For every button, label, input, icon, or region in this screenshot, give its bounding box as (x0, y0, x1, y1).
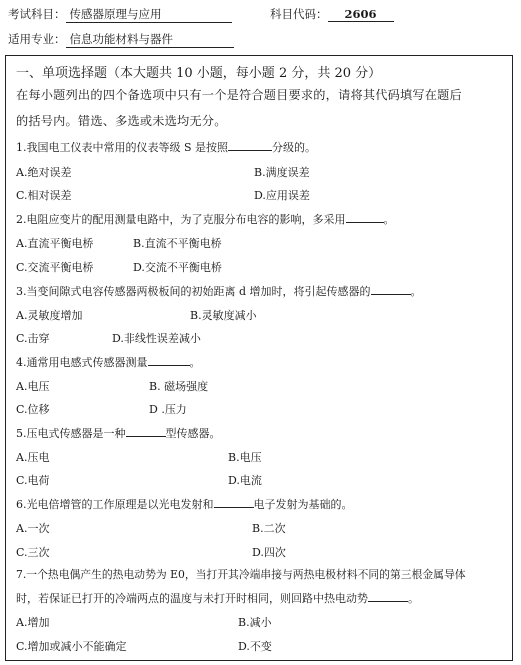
question-section (5, 55, 513, 661)
option-b: B. 磁场强度 (149, 380, 209, 393)
question-7-continued (16, 590, 419, 606)
answer-blank (148, 365, 190, 366)
code-value: 2606 (328, 7, 394, 22)
question-7-stem-end: 。 (408, 592, 419, 605)
option-d: D.应用误差 (254, 189, 310, 202)
option-b: B.灵敏度减小 (190, 309, 257, 322)
option-d: D .压力 (149, 403, 187, 416)
answer-blank (368, 601, 408, 602)
option-b: B.电压 (228, 451, 262, 464)
answer-blank (126, 436, 166, 437)
option-c: C.电荷 (16, 474, 50, 487)
option-d: D.四次 (252, 546, 286, 559)
code-label: 科目代码： (270, 7, 328, 21)
instruction-line-1: 在每小题列出的四个备选项中只有一个是符合题目要求的，请将其代码填写在题后 (16, 88, 462, 102)
option-a: A.电压 (16, 380, 50, 393)
question-1-stem-end: 分级的。 (272, 141, 317, 154)
option-b: B.减小 (238, 616, 272, 629)
option-c: C.增加或减小不能确定 (16, 640, 127, 653)
subject-value: 传感器原理与应用 (66, 6, 232, 23)
option-c: C.三次 (16, 546, 50, 559)
section-title: 一、单项选择题（本大题共 10 小题，每小题 2 分，共 20 分） (16, 66, 382, 81)
question-7-stem: 时，若保证已打开的冷端两点的温度与未打开时相同，则回路中热电动势 (16, 592, 368, 605)
option-a: A.增加 (16, 616, 50, 629)
option-a: A.直流平衡电桥 (16, 237, 94, 250)
question-6 (16, 496, 353, 512)
subject-row (8, 6, 232, 23)
question-6-stem-end: 电子发射为基础的。 (253, 498, 353, 511)
subject-label: 考试科目： (8, 7, 66, 21)
answer-blank (371, 294, 411, 295)
option-a: A.灵敏度增加 (16, 309, 83, 322)
question-6-stem: 6.光电倍增管的工作原理是以光电发射和 (16, 498, 214, 511)
question-2-stem: 2.电阻应变片的配用测量电路中，为了克服分布电容的影响，多采用 (16, 213, 346, 226)
major-label: 适用专业： (8, 32, 66, 46)
answer-blank (228, 150, 272, 151)
answer-blank (214, 507, 254, 508)
question-3-stem: 3.当变间隙式电容传感器两极板间的初始距离 d 增加时，将引起传感器的 (16, 285, 371, 298)
question-3-stem-end: 。 (410, 285, 422, 298)
question-5 (16, 425, 221, 441)
option-d: D.不变 (238, 640, 272, 653)
question-2-stem-end: 。 (383, 213, 395, 226)
question-1-stem: 1.我国电工仪表中常用的仪表等级 S 是按照 (16, 141, 229, 154)
code-row (270, 6, 394, 22)
question-2 (16, 211, 395, 227)
question-5-stem: 5.压电式传感器是一种 (16, 427, 126, 440)
option-d: D.电流 (228, 474, 262, 487)
option-d: D.交流不平衡电桥 (133, 261, 222, 274)
option-d: D.非线性误差减小 (112, 332, 201, 345)
major-row (8, 31, 234, 48)
option-c: C.交流平衡电桥 (16, 261, 94, 274)
question-4-stem-end: 。 (189, 356, 201, 369)
option-b: B.二次 (252, 522, 286, 535)
option-a: A.压电 (16, 451, 50, 464)
instruction-line-2: 的括号内。错选、多选或未选均无分。 (16, 114, 227, 128)
question-3 (16, 283, 422, 299)
option-c: C.相对误差 (16, 189, 72, 202)
option-b: B.满度误差 (254, 166, 310, 179)
option-b: B.直流不平衡电桥 (133, 237, 222, 250)
option-c: C.击穿 (16, 332, 50, 345)
question-4 (16, 354, 201, 370)
option-a: A.绝对误差 (16, 166, 72, 179)
question-4-stem: 4.通常用电感式传感器测量 (16, 356, 148, 369)
question-5-stem-end: 型传感器。 (165, 427, 221, 440)
answer-blank (346, 222, 384, 223)
question-7: 7.一个热电偶产生的热电动势为 E0，当打开其冷端串接与两热电极材料不同的第三根金属导体 (16, 568, 466, 581)
option-a: A.一次 (16, 522, 50, 535)
option-c: C.位移 (16, 403, 50, 416)
major-value: 信息功能材料与器件 (66, 31, 234, 48)
question-1 (16, 139, 316, 155)
